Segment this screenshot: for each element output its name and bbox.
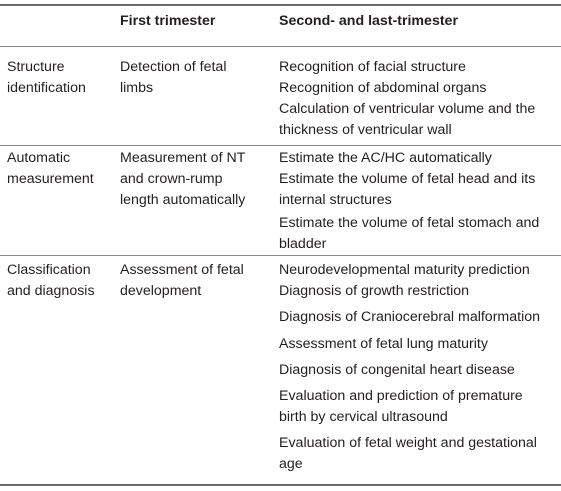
- row-divider: [0, 145, 561, 146]
- header-first-trimester: First trimester: [120, 13, 216, 29]
- row-second-trimester-line: Evaluation of fetal weight and gestational: [279, 435, 537, 451]
- table-top-rule: [0, 4, 561, 6]
- row-second-trimester-line: Diagnosis of congenital heart disease: [279, 362, 515, 378]
- row-category-line: Structure: [7, 59, 65, 75]
- row-second-trimester-line: Calculation of ventricular volume and the: [279, 101, 536, 117]
- row-first-trimester-line: Detection of fetal: [120, 59, 227, 75]
- row-first-trimester-line: limbs: [120, 80, 154, 96]
- row-first-trimester-line: length automatically: [120, 192, 246, 208]
- row-category-line: Automatic: [7, 150, 71, 166]
- row-second-trimester-line: age: [279, 456, 303, 472]
- row-second-trimester-line: bladder: [279, 236, 327, 252]
- row-first-trimester-line: Assessment of fetal: [120, 262, 244, 278]
- row-second-trimester-line: Recognition of abdominal organs: [279, 80, 487, 96]
- row-category-line: measurement: [7, 171, 94, 187]
- row-second-trimester-line: Estimate the volume of fetal head and its: [279, 171, 536, 187]
- row-second-trimester-line: Diagnosis of growth restriction: [279, 283, 470, 299]
- row-second-trimester-line: birth by cervical ultrasound: [279, 409, 448, 425]
- row-second-trimester-line: Assessment of fetal lung maturity: [279, 336, 488, 352]
- row-second-trimester-line: Estimate the volume of fetal stomach and: [279, 215, 540, 231]
- row-first-trimester-line: Measurement of NT: [120, 150, 246, 166]
- row-first-trimester-line: development: [120, 283, 202, 299]
- row-divider: [0, 255, 561, 256]
- row-second-trimester-line: internal structures: [279, 192, 392, 208]
- row-second-trimester-line: Recognition of facial structure: [279, 59, 466, 75]
- row-category-line: identification: [7, 80, 86, 96]
- header-second-last-trimester: Second- and last-trimester: [279, 13, 458, 29]
- row-second-trimester-line: Neurodevelopmental maturity prediction: [279, 262, 530, 278]
- row-first-trimester-line: and crown-rump: [120, 171, 223, 187]
- row-second-trimester-line: Diagnosis of Craniocerebral malformation: [279, 309, 541, 325]
- table-bottom-rule: [0, 484, 561, 486]
- row-category-line: Classification: [7, 262, 91, 278]
- row-second-trimester-line: Evaluation and prediction of premature: [279, 388, 523, 404]
- row-second-trimester-line: Estimate the AC/HC automatically: [279, 150, 492, 166]
- row-second-trimester-line: thickness of ventricular wall: [279, 122, 452, 138]
- header-rule: [0, 46, 561, 47]
- row-category-line: and diagnosis: [7, 283, 95, 299]
